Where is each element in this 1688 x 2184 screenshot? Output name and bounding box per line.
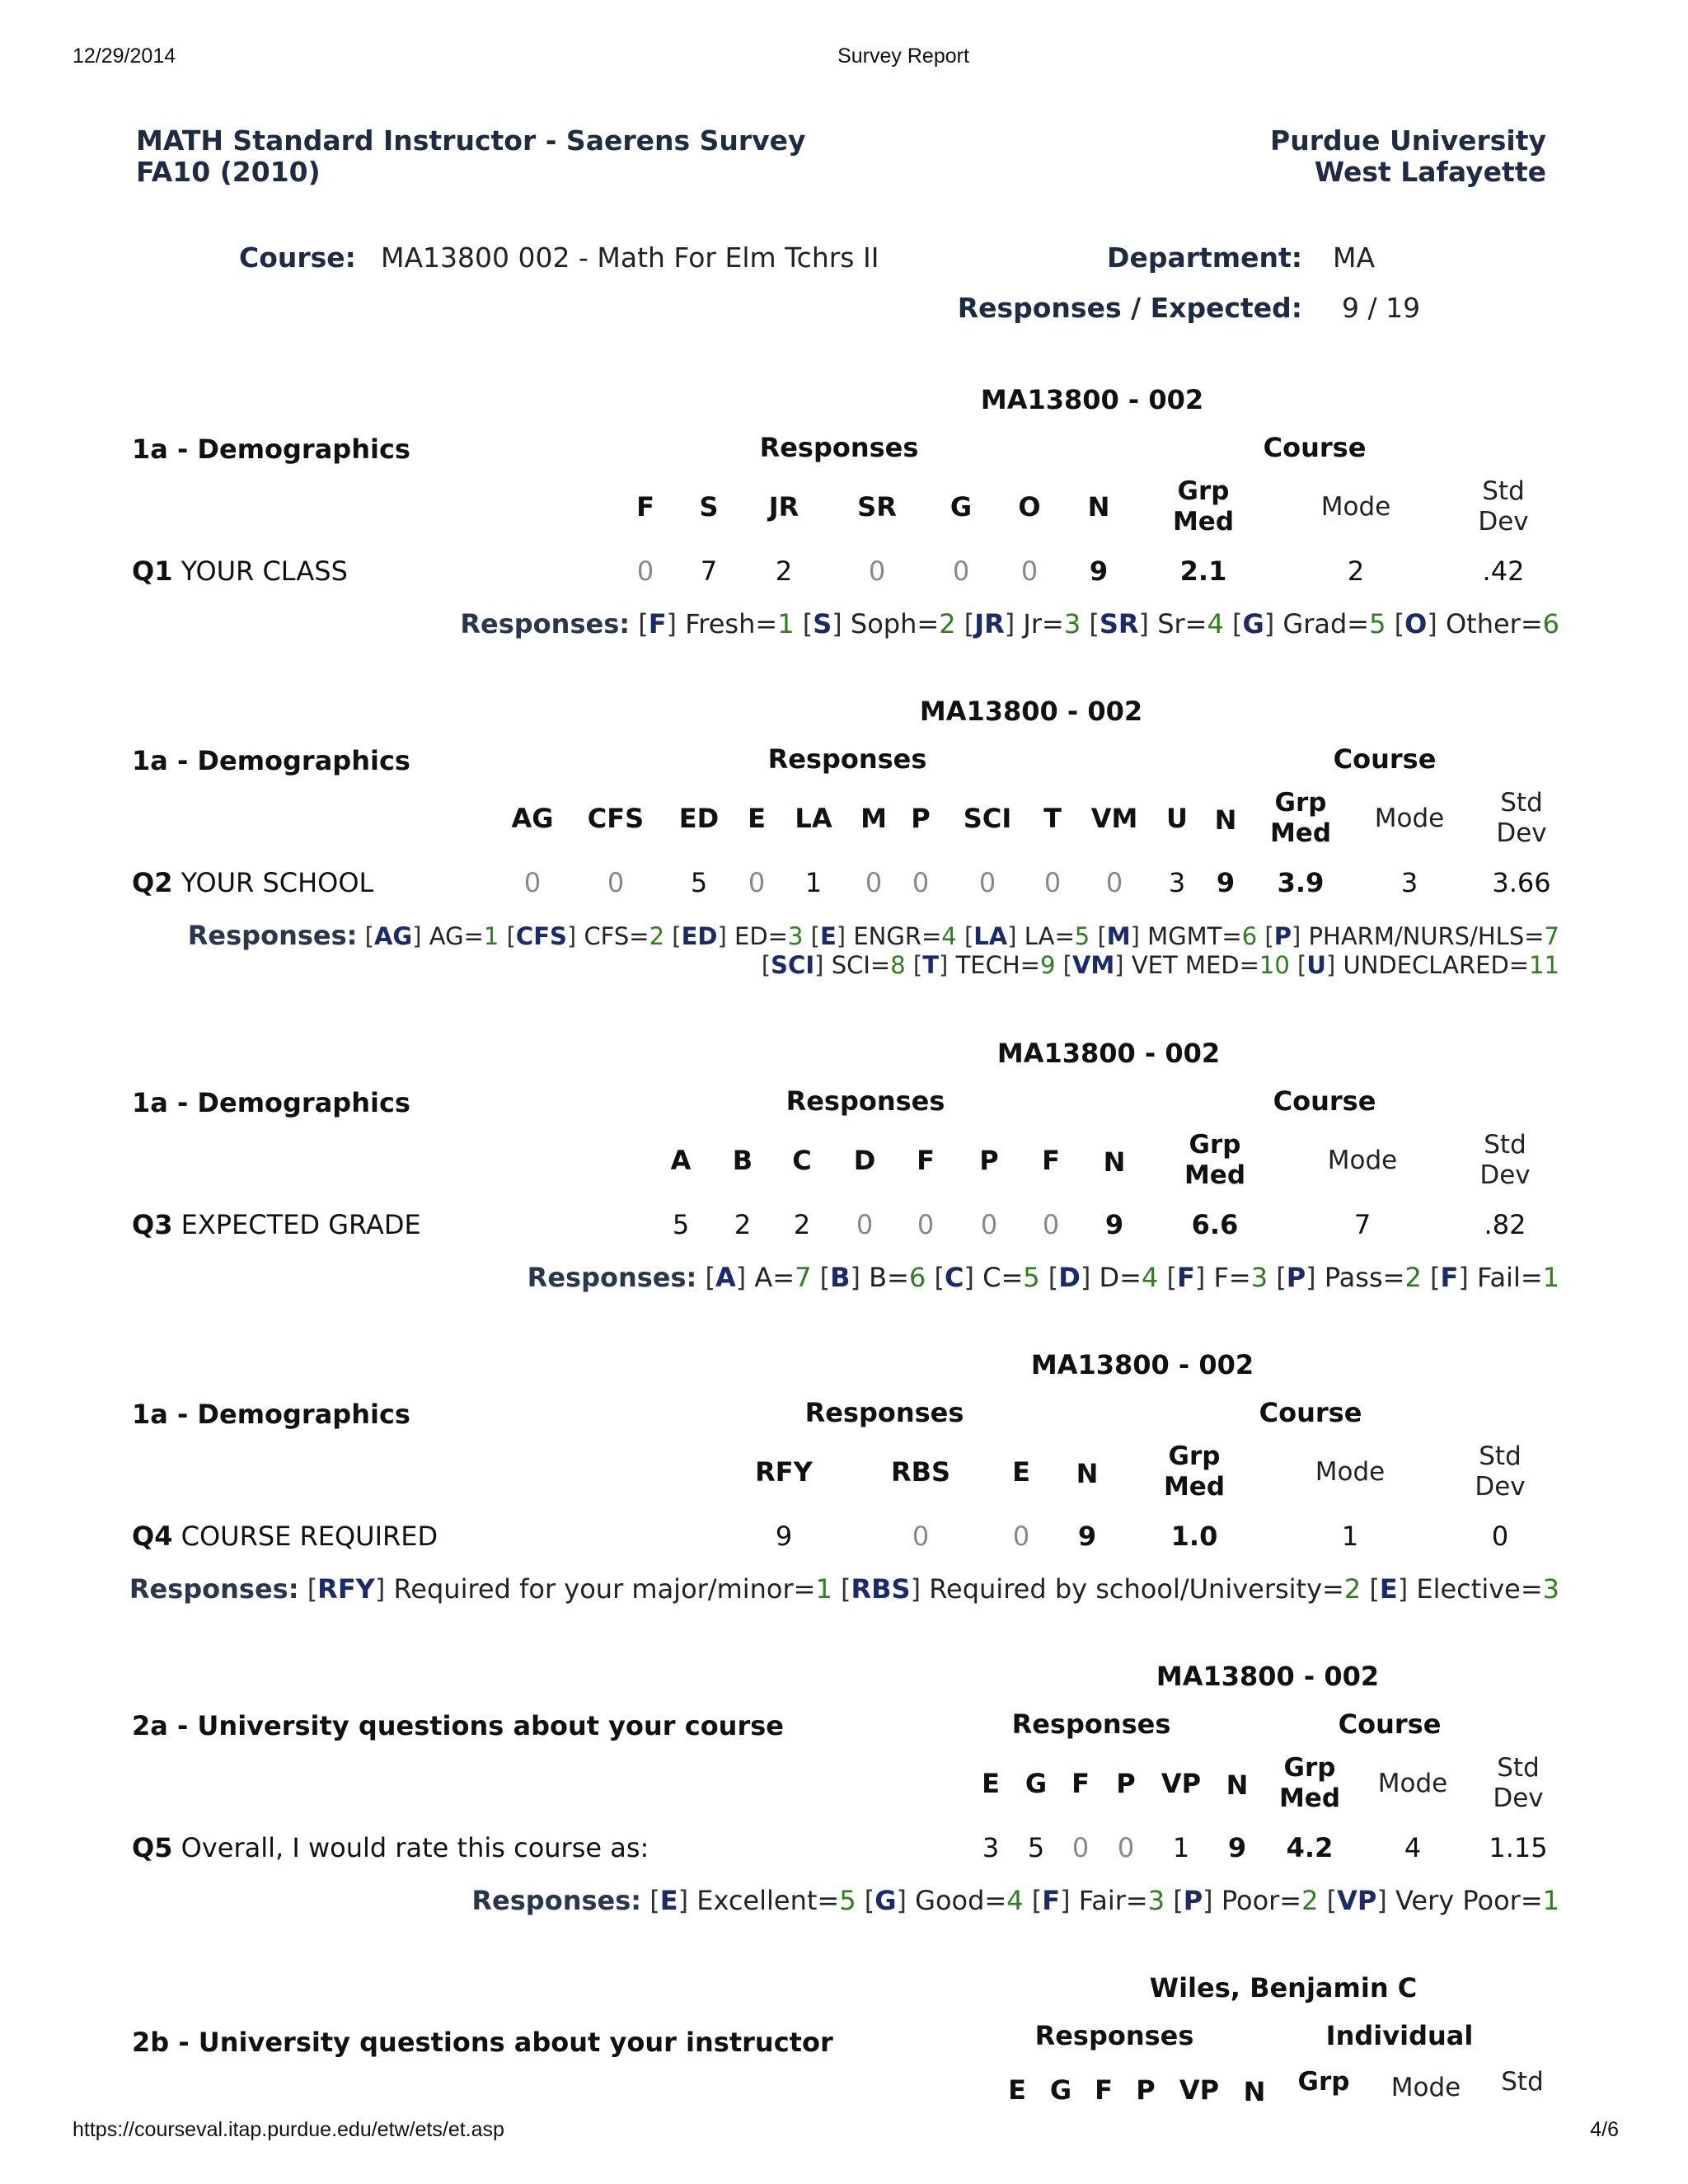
course-header: Course [1273, 1085, 1376, 1117]
question-row [132, 1521, 438, 1552]
table-cell: 0 [1020, 555, 1039, 587]
question-text: Overall, I would rate this course as: [181, 1832, 649, 1863]
responses-header: Responses [1034, 2020, 1194, 2051]
question-text: YOUR SCHOOL [181, 867, 374, 898]
question-number: Q4 [132, 1521, 173, 1552]
block-title: MA13800 - 002 [980, 384, 1204, 415]
responses-expected-label: Responses / Expected: [957, 292, 1302, 324]
table-cell: 0 [980, 1209, 998, 1240]
std-dev-header: Std Dev [1496, 788, 1547, 848]
table-cell: 0 [1043, 867, 1062, 898]
col-header: AG [511, 803, 554, 834]
table-cell: 1 [1172, 1832, 1190, 1863]
col-header: N [1103, 1146, 1126, 1178]
table-cell: 7 [700, 555, 718, 587]
print-page-number: 4/6 [1590, 2118, 1619, 2141]
table-cell: 2 [734, 1209, 752, 1240]
course-label: Course: [239, 241, 356, 274]
block-title: MA13800 - 002 [919, 696, 1143, 727]
responses-header: Responses [767, 743, 927, 775]
mode-header: Mode [1377, 1769, 1448, 1798]
mode-value: 7 [1353, 1209, 1372, 1240]
table-cell: 0 [607, 867, 625, 898]
responses-header: Responses [804, 1397, 964, 1428]
table-cell: 0 [952, 555, 970, 587]
col-header: P [911, 803, 931, 834]
grp-med-header: Grp Med [1278, 1753, 1341, 1813]
std-dev-header: Std Dev [1479, 1130, 1531, 1190]
section-title: 1a - Demographics [132, 1087, 410, 1118]
section-title: 2a - University questions about your course [132, 1710, 784, 1741]
grp-med-header: Grp Med [1184, 1130, 1246, 1190]
std-header: Std [1501, 2067, 1544, 2097]
col-header: A [670, 1145, 692, 1176]
col-header: E [982, 1768, 1000, 1799]
col-header: N [1076, 1458, 1099, 1489]
col-header: N [1226, 1769, 1249, 1801]
table-cell: 2 [775, 555, 793, 587]
question-text: YOUR CLASS [181, 555, 348, 587]
table-cell: 0 [523, 867, 542, 898]
response-legend: Responses: [F] Fresh=1 [S] Soph=2 [JR] Jr=3 [SR] Sr=4 [G] Grad=5 [O] Other=6 [460, 608, 1559, 640]
response-legend: Responses: [RFY] Required for your major/minor=1 [RBS] Required by school/University=2 [E] Elective=3 [129, 1573, 1559, 1605]
course-header: Course [1333, 743, 1437, 775]
department-label: Department: [1107, 241, 1302, 274]
course-value: MA13800 002 - Math For Elm Tchrs II [381, 241, 879, 274]
col-header: F [1071, 1768, 1090, 1799]
institution-line1: Purdue University [1270, 124, 1546, 157]
col-header: F [917, 1145, 935, 1176]
col-header: P [979, 1145, 999, 1176]
mode-header: Mode [1315, 1457, 1386, 1487]
col-header: E [1012, 1456, 1030, 1488]
table-cell: 0 [912, 1521, 930, 1552]
table-cell: 0 [1117, 1832, 1135, 1863]
course-header: Course [1338, 1708, 1442, 1740]
section-title: 1a - Demographics [132, 745, 410, 776]
responses-header: Responses [785, 1085, 945, 1117]
grp-med-header: Grp Med [1172, 476, 1235, 537]
col-header: U [1166, 803, 1188, 834]
question-row [132, 1209, 421, 1240]
institution [1270, 125, 1546, 188]
col-header: VM [1090, 803, 1138, 834]
question-number: Q3 [132, 1209, 173, 1240]
table-cell: 0 [912, 867, 930, 898]
std-dev-value: 3.66 [1492, 867, 1551, 898]
n-cell: 9 [1216, 867, 1236, 898]
col-header: LA [795, 803, 832, 834]
block-title: MA13800 - 002 [996, 1038, 1221, 1069]
col-header: B [732, 1145, 753, 1176]
col-header: ED [678, 803, 720, 834]
table-cell: 3 [982, 1832, 1000, 1863]
table-cell: 0 [1105, 867, 1123, 898]
question-number: Q1 [132, 555, 173, 587]
print-url[interactable]: https://courseval.itap.purdue.edu/etw/ets/et.asp [73, 2118, 504, 2141]
section-title: 1a - Demographics [132, 434, 410, 465]
response-legend: Responses: [E] Excellent=5 [G] Good=4 [F] Fair=3 [P] Poor=2 [VP] Very Poor=1 [471, 1885, 1559, 1916]
instructor-name: Wiles, Benjamin C [1149, 1972, 1418, 2004]
col-header: N [1243, 2076, 1266, 2107]
department-value: MA [1333, 241, 1376, 274]
col-header: P [1116, 1768, 1136, 1799]
col-header: VP [1160, 1768, 1202, 1799]
col-header: O [1018, 491, 1041, 523]
table-cell: 1 [804, 867, 823, 898]
responses-expected-value: 9 / 19 [1342, 292, 1421, 324]
section-title: 2b - University questions about your instructor [132, 2027, 833, 2058]
col-header: T [1043, 803, 1062, 834]
col-header: M [860, 803, 887, 834]
col-header: F [1095, 2074, 1113, 2106]
n-cell: 9 [1089, 555, 1109, 587]
col-header: RFY [755, 1456, 813, 1488]
table-cell: 3 [1168, 867, 1186, 898]
table-cell: 5 [672, 1209, 690, 1240]
grp-med-value: 2.1 [1179, 555, 1227, 587]
mode-value: 2 [1347, 555, 1365, 587]
col-header: N [1214, 804, 1237, 836]
grp-header: Grp [1297, 2067, 1350, 2097]
n-cell: 9 [1227, 1832, 1247, 1863]
mode-value: 3 [1400, 867, 1418, 898]
response-legend-line2: [SCI] SCI=8 [T] TECH=9 [VM] VET MED=10 [U] UNDECLARED=11 [761, 951, 1559, 979]
n-cell: 9 [1077, 1521, 1097, 1552]
table-cell: 0 [748, 867, 766, 898]
std-dev-header: Std Dev [1478, 476, 1529, 537]
col-header: SR [857, 491, 897, 523]
question-text: COURSE REQUIRED [181, 1521, 438, 1552]
course-header: Course [1259, 1397, 1362, 1428]
report-title-line2: FA10 (2010) [136, 156, 321, 188]
print-title: Survey Report [837, 45, 969, 68]
block-title: MA13800 - 002 [1156, 1661, 1380, 1692]
mode-header: Mode [1390, 2073, 1461, 2102]
col-header: D [853, 1145, 876, 1176]
std-dev-value: .82 [1484, 1209, 1526, 1240]
grp-med-header: Grp Med [1163, 1441, 1226, 1502]
report-title-line1: MATH Standard Instructor - Saerens Survey [136, 124, 806, 157]
std-dev-value: .42 [1482, 555, 1525, 587]
report-title [136, 125, 806, 188]
question-row [132, 867, 373, 898]
table-cell: 0 [1071, 1832, 1090, 1863]
col-header: CFS [587, 803, 645, 834]
mode-header: Mode [1327, 1146, 1398, 1175]
question-number: Q5 [132, 1832, 173, 1863]
responses-header: Responses [759, 432, 919, 463]
col-header: RBS [890, 1456, 951, 1488]
std-dev-value: 0 [1491, 1521, 1509, 1552]
individual-header: Individual [1325, 2020, 1474, 2051]
n-cell: 9 [1104, 1209, 1124, 1240]
col-header: G [1049, 2074, 1072, 2106]
col-header: S [699, 491, 719, 523]
grp-med-value: 3.9 [1277, 867, 1325, 898]
mode-header: Mode [1320, 492, 1391, 522]
table-cell: 0 [636, 555, 654, 587]
grp-med-value: 6.6 [1191, 1209, 1239, 1240]
print-date: 12/29/2014 [73, 45, 176, 68]
section-title: 1a - Demographics [132, 1399, 410, 1430]
grp-med-value: 4.2 [1286, 1832, 1334, 1863]
std-dev-header: Std Dev [1475, 1441, 1526, 1502]
question-text: EXPECTED GRADE [181, 1209, 421, 1240]
question-number: Q2 [132, 867, 173, 898]
grp-med-header: Grp Med [1269, 788, 1332, 848]
col-header: G [1025, 1768, 1048, 1799]
course-header: Course [1263, 432, 1367, 463]
col-header: E [1008, 2074, 1026, 2106]
mode-value: 4 [1404, 1832, 1422, 1863]
std-dev-value: 1.15 [1489, 1832, 1548, 1863]
responses-header: Responses [1011, 1708, 1171, 1740]
col-header: P [1136, 2074, 1156, 2106]
table-cell: 2 [793, 1209, 811, 1240]
grp-med-value: 1.0 [1170, 1521, 1218, 1552]
col-header: F [636, 491, 654, 523]
mode-value: 1 [1341, 1521, 1359, 1552]
table-cell: 0 [978, 867, 996, 898]
institution-line2: West Lafayette [1314, 156, 1546, 188]
response-legend: Responses: [A] A=7 [B] B=6 [C] C=5 [D] D=4 [F] F=3 [P] Pass=2 [F] Fail=1 [527, 1262, 1559, 1293]
question-row [132, 1832, 649, 1863]
response-legend: Responses: [AG] AG=1 [CFS] CFS=2 [ED] ED=3 [E] ENGR=4 [LA] LA=5 [M] MGMT=6 [P] PHARM/NURS/HLS=7 [187, 920, 1559, 951]
mode-header: Mode [1374, 804, 1445, 833]
table-cell: 0 [868, 555, 886, 587]
col-header: JR [768, 491, 799, 523]
std-dev-header: Std Dev [1493, 1753, 1544, 1813]
table-cell: 0 [1012, 1521, 1030, 1552]
col-header: G [950, 491, 973, 523]
col-header: E [748, 803, 766, 834]
col-header: C [792, 1145, 812, 1176]
table-cell: 0 [1042, 1209, 1060, 1240]
table-cell: 5 [690, 867, 708, 898]
table-cell: 0 [865, 867, 883, 898]
table-cell: 5 [1027, 1832, 1045, 1863]
col-header: SCI [963, 803, 1012, 834]
block-title: MA13800 - 002 [1030, 1349, 1254, 1380]
table-cell: 0 [917, 1209, 935, 1240]
col-header: VP [1179, 2074, 1220, 2106]
table-cell: 9 [775, 1521, 793, 1552]
table-cell: 0 [856, 1209, 874, 1240]
col-header: F [1042, 1145, 1060, 1176]
col-header: N [1087, 491, 1110, 523]
question-row [132, 555, 348, 587]
